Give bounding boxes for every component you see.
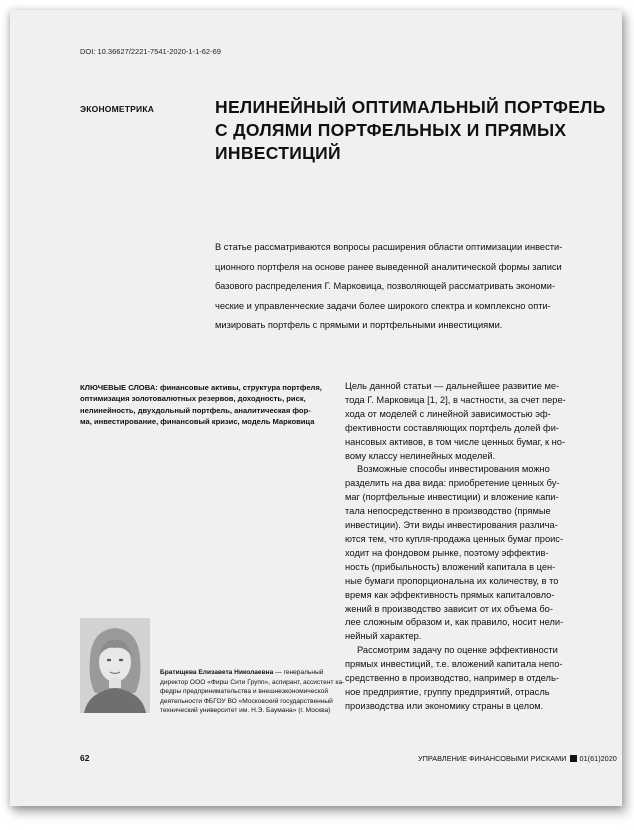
keywords-line: КЛЮЧЕВЫЕ СЛОВА: финансовые активы, структура портфеля, [80, 383, 322, 392]
abstract-line: мизировать портфель с прямыми и портфельными инвестициями. [215, 320, 503, 330]
abstract-line: В статье рассматриваются вопросы расширения области оптимизации инвести- [215, 242, 563, 252]
issue-number: 01(61)2020 [579, 754, 617, 763]
title-line: НЕЛИНЕЙНЫЙ ОПТИМАЛЬНЫЙ ПОРТФЕЛЬ [215, 97, 606, 117]
abstract-line: ционного портфеля на основе ранее выведенной аналитической формы записи [215, 261, 562, 272]
body-line: ходит на фондовом рынке, поэтому эффектив- [345, 547, 549, 558]
title-line: ИНВЕСТИЦИЙ [215, 143, 341, 163]
body-line: ются тем, что купля-продажа ценных бумаг проис- [345, 533, 564, 544]
author-line: директор ООО «Фирш Сити Групп», аспирант, ассистент ка- [160, 678, 345, 686]
page-number: 62 [80, 753, 90, 763]
keywords-block [80, 382, 328, 427]
body-line: тода Г. Марковица [1, 2], в частности, за счет пере- [345, 394, 566, 405]
doi-line: DOI: 10.36627/2221-7541-2020-1-1-62-69 [80, 47, 221, 56]
body-line: ное предприятие, группу предприятий, отрасль [345, 686, 550, 697]
author-line [160, 668, 330, 678]
body-line: маг (портфельные инвестиции) и вложение капи- [345, 492, 559, 503]
body-line: ные бумаги пропорциональна их количеству, в то [345, 575, 559, 586]
keywords-line: ма, инвестирование, финансовый кризис, модель Марковица [80, 416, 315, 426]
body-line: средственно в производство, например в отдель- [345, 673, 559, 684]
body-line: ность (прибыльность) вложений капитала в цен- [345, 561, 556, 572]
body-line: фективности составляющих портфель долей фи- [345, 422, 559, 433]
body-line: лее сложным образом и, как правило, носит нели- [345, 617, 564, 628]
running-footer [418, 754, 617, 763]
body-line: вому классу нелинейных моделей. [345, 450, 496, 461]
title-line: С ДОЛЯМИ ПОРТФЕЛЬНЫХ И ПРЯМЫХ [215, 120, 567, 140]
journal-page [10, 10, 622, 806]
keywords-line: оптимизация золотовалютных резервов, доходность, риск, [80, 394, 306, 404]
body-line: хода от моделей с линейной зависимостью эф- [345, 408, 551, 419]
abstract [215, 238, 605, 336]
author-portrait-icon [80, 618, 150, 713]
body-line: разделить на два вида: приобретение ценных бу- [345, 478, 560, 489]
square-bullet-icon [570, 755, 577, 762]
body-text [345, 380, 595, 714]
body-line: время как эффективность прямых капиталовло- [345, 589, 555, 600]
keywords-line: нелинейность, двухдольный портфель, аналитическая фор- [80, 405, 311, 415]
body-line: жений в производство зависит от их объема бо- [345, 603, 553, 614]
body-line: тала непосредственно в производство (прямые [345, 506, 551, 517]
body-line: нансовых активов, в том числе ценных бумаг, к но- [345, 436, 566, 447]
body-line: инвестиции). Эти виды инвестирования различа- [345, 520, 558, 531]
rubric-label: ЭКОНОМЕТРИКА [80, 104, 155, 114]
body-line: прямых инвестиций, т.е. вложений капитала непо- [345, 659, 563, 670]
author-line: технический университет им. Н.Э. Баумана» (г. Москва) [160, 707, 331, 715]
author-info [160, 668, 345, 716]
article-title [215, 96, 606, 165]
journal-name: УПРАВЛЕНИЕ ФИНАНСОВЫМИ РИСКАМИ [418, 754, 567, 763]
author-line: федры предпринимательства и внешнеэкономической [160, 688, 329, 696]
author-line-rest: — генеральный [273, 669, 324, 676]
author-photo [80, 618, 150, 713]
body-line: Рассмотрим задачу по оценке эффективности [357, 645, 558, 656]
body-line: нейный характер. [345, 631, 422, 642]
author-name: Братищева Елизавета Николаевна [160, 669, 274, 676]
abstract-line: базового распределения Г. Марковица, позволяющей рассматривать экономи- [215, 281, 556, 291]
abstract-line: ческие и управленческие задачи более широкого спектра и комплексно опти- [215, 300, 551, 311]
body-line: Возможные способы инвестирования можно [357, 464, 550, 475]
body-line: Цель данной статьи — дальнейшее развитие ме- [345, 381, 560, 391]
body-line: производства или экономику страны в целом. [345, 700, 544, 711]
author-line: деятельности ФБГОУ ВО «Московский государственный [160, 697, 333, 705]
